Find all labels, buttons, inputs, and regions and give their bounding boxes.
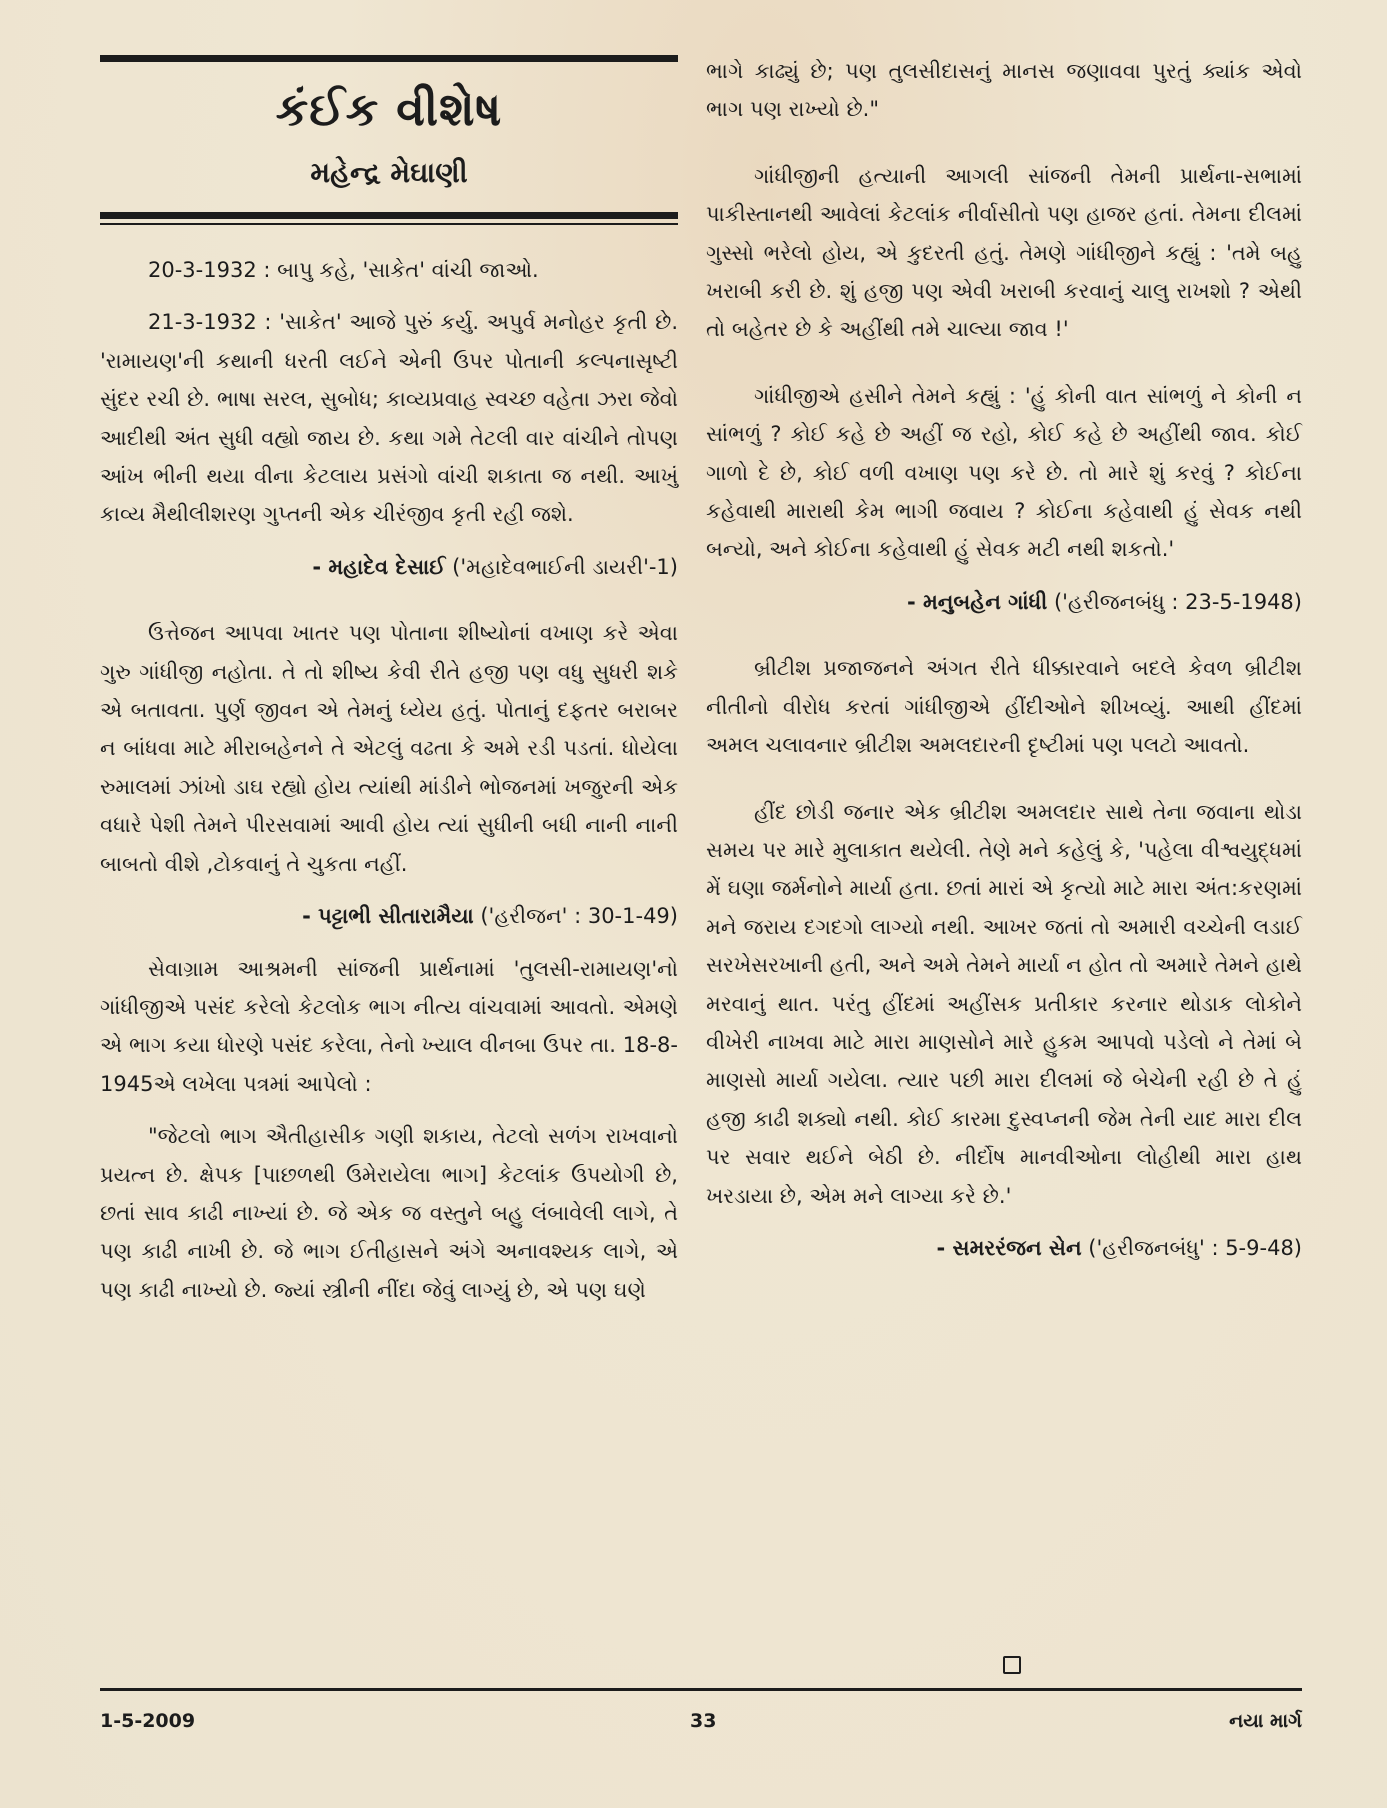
- end-of-article-icon: [1003, 1656, 1021, 1674]
- signature-source: ('હરીજનબંધુ' : 5-9-48): [1081, 1235, 1302, 1260]
- article-title: કંઈક વીશેષ: [275, 82, 503, 136]
- paragraph: 20-3-1932 : બાપુ કહે, 'સાકેત' વાંચી જાઓ.: [148, 258, 539, 282]
- paragraph: "જેટલો ભાગ ઐતીહાસીક ગણી શકાય, તેટલો સળંગ રાખવાનો પ્રયત્ન છે. ક્ષેપક [પાછળથી ઉમેરાયેલા ભાગ] કેટલાંક ઉપયોગી છે, છતાં સાવ કાઢી નાખ્યાં છે. જે એક જ વસ્તુને બહુ લંબાવેલી લાગે, તે પણ કાઢી નાખી છે. જે ભાગ ઈતીહાસને અંગે અનાવશ્યક લાગે, એ પણ કાઢી નાખ્યો છે. જ્યાં સ્ત્રીની નીંદા જેવું લાગ્યું છે, એ પણ ઘણે: [100, 1124, 678, 1302]
- signature-source: ('મહાદેવભાઈની ડાયરી'-1): [445, 554, 678, 579]
- signature: [100, 548, 678, 586]
- signature: [706, 1229, 1302, 1267]
- signature: [100, 897, 678, 935]
- signature-name: - પટ્ટાભી સીતારામૈયા: [302, 904, 474, 929]
- article-author: મહેન્દ્ર મેઘાણી: [310, 156, 468, 189]
- signature-source: ('હરીજનબંધુ : 23-5-1948): [1047, 589, 1302, 614]
- paragraph: ભાગે કાઢ્યું છે; પણ તુલસીદાસનું માનસ જણાવવા પુરતું ક્યાંક એવો ભાગ પણ રાખ્યો છે.": [706, 59, 1302, 122]
- top-rule: [100, 55, 678, 62]
- footer-date: 1-5-2009: [100, 1710, 196, 1732]
- signature-source: ('હરીજન' : 30-1-49): [473, 904, 678, 929]
- page-number: 33: [690, 1710, 717, 1732]
- paragraph: હીંદ છોડી જનાર એક બ્રીટીશ અમલદાર સાથે તેના જવાના થોડા સમય પર મારે મુલાકાત થયેલી. તેણે મને કહેલું કે, 'પહેલા વીશ્વયુદ્ધમાં મેં ઘણા જર્મનોને માર્યા હતા. છતાં મારાં એ કૃત્યો માટે મારા અંત:કરણમાં મને જરાય દગદગો લાગ્યો નથી. આખર જતાં તો અમારી વચ્ચેની લડાઈ સરખેસરખાની હતી, અને અમે તેમને માર્યા ન હોત તો અમારે તેમને હાથે મરવાનું થાત. પરંતુ હીંદમાં અહીંસક પ્રતીકાર કરનાર થોડાક લોકોને વીખેરી નાખવા માટે મારા માણસોને મારે હુકમ આપવો પડેલો ને તેમાં બે માણસો માર્યા ગયેલા. ત્યાર પછી મારા દીલમાં જે બેચેની રહી છે તે હું હજી કાઢી શક્યો નથી. કોઈ કારમા દુસ્વપ્નની જેમ તેની યાદ મારા દીલ પર સવાર થઈને બેઠી છે. નીર્દોષ માનવીઓના લોહીથી મારા હાથ ખરડાયા છે, એમ મને લાગ્યા કરે છે.': [706, 799, 1302, 1208]
- paragraph: બ્રીટીશ પ્રજાજનને અંગત રીતે ધીક્કારવાને બદલે કેવળ બ્રીટીશ નીતીનો વીરોધ કરતાં ગાંધીજીએ હીંદીઓને શીખવ્યું. આથી હીંદમાં અમલ ચલાવનાર બ્રીટીશ અમલદારની દૃષ્ટીમાં પણ પલટો આવતો.: [706, 656, 1302, 758]
- paragraph: ઉત્તેજન આપવા ખાતર પણ પોતાના શીષ્યોનાં વખાણ કરે એવા ગુરુ ગાંધીજી નહોતા. તે તો શીષ્ય કેવી રીતે હજી પણ વધુ સુધરી શકે એ બતાવતા. પુર્ણ જીવન એ તેમનું ધ્યેય હતું. પોતાનું દફતર બરાબર ન બાંધવા માટે મીરાબહેનને તે એટલું વઢતા કે અમે રડી પડતાં. ધોયેલા રુમાલમાં ઝાંખો ડાઘ રહ્યો હોય ત્યાંથી માંડીને ભોજનમાં ખજુરની એક વધારે પેશી તેમને પીરસવામાં આવી હોય ત્યાં સુધીની બધી નાની નાની બાબતો વીશે ,ટોકવાનું તે ચુકતા નહીં.: [100, 621, 678, 876]
- title-rule: [100, 212, 678, 219]
- signature-name: - મનુબહેન ગાંધી: [906, 589, 1048, 614]
- footer-rule: [100, 1688, 1302, 1691]
- signature-name: - મહાદેવ દેસાઈ: [312, 554, 446, 579]
- publication-name: નયા માર્ગ: [1229, 1710, 1302, 1732]
- left-column: [100, 0, 678, 1309]
- paragraph: ગાંધીજીની હત્યાની આગલી સાંજની તેમની પ્રાર્થના-સભામાં પાકીસ્તાનથી આવેલાં કેટલાંક નીર્વાસીતો પણ હાજર હતાં. તેમના દીલમાં ગુસ્સો ભરેલો હોય, એ કુદરતી હતું. તેમણે ગાંધીજીને કહ્યું : 'તમે બહુ ખરાબી કરી છે. શું હજી પણ એવી ખરાબી કરવાનું ચાલુ રાખશો ? એથી તો બહેતર છે કે અહીંથી તમે ચાલ્યા જાવ !': [706, 163, 1302, 342]
- signature: [706, 583, 1302, 621]
- signature-name: - સમરરંજન સેન: [936, 1235, 1082, 1260]
- paragraph: ગાંધીજીએ હસીને તેમને કહ્યું : 'હું કોની વાત સાંભળું ને કોની ન સાંભળું ? કોઈ કહે છે અહીં જ રહો, કોઈ કહે છે અહીંથી જાવ. કોઈ ગાળો દે છે, કોઈ વળી વખાણ પણ કરે છે. તો મારે શું કરવું ? કોઈના કહેવાથી મારાથી કેમ ભાગી જવાય ? કોઈના કહેવાથી હું સેવક નથી બન્યો, અને કોઈના કહેવાથી હું સેવક મટી નથી શકતો.': [706, 383, 1302, 562]
- right-column: [706, 0, 1302, 1267]
- paragraph: સેવાગ્રામ આશ્રમની સાંજની પ્રાર્થનામાં 'તુલસી-રામાયણ'નો ગાંધીજીએ પસંદ કરેલો કેટલોક ભાગ નીત્ય વાંચવામાં આવતો. એમણે એ ભાગ કયા ધોરણે પસંદ કરેલા, તેનો ખ્યાલ વીનબા ઉપર તા. 18-8-1945એ લખેલા પત્રમાં આપેલો :: [100, 956, 678, 1096]
- paragraph: 21-3-1932 : 'સાકેત' આજે પુરું કર્યુ. અપુર્વ મનોહર કૃતી છે. 'રામાયણ'ની કથાની ધરતી લઈને એની ઉપર પોતાની કલ્પનાસૃષ્ટી સુંદર રચી છે. ભાષા સરલ, સુબોધ; કાવ્યપ્રવાહ સ્વચ્છ વહેતા ઝરા જેવો આદીથી અંત સુધી વહ્યો જાય છે. કથા ગમે તેટલી વાર વાંચીને તોપણ આંખ ભીની થયા વીના કેટલાય પ્રસંગો વાંચી શકાતા જ નથી. આખું કાવ્ય મૈથીલીશરણ ગુપ્તની એક ચીરંજીવ કૃતી રહી જશે.: [100, 310, 678, 527]
